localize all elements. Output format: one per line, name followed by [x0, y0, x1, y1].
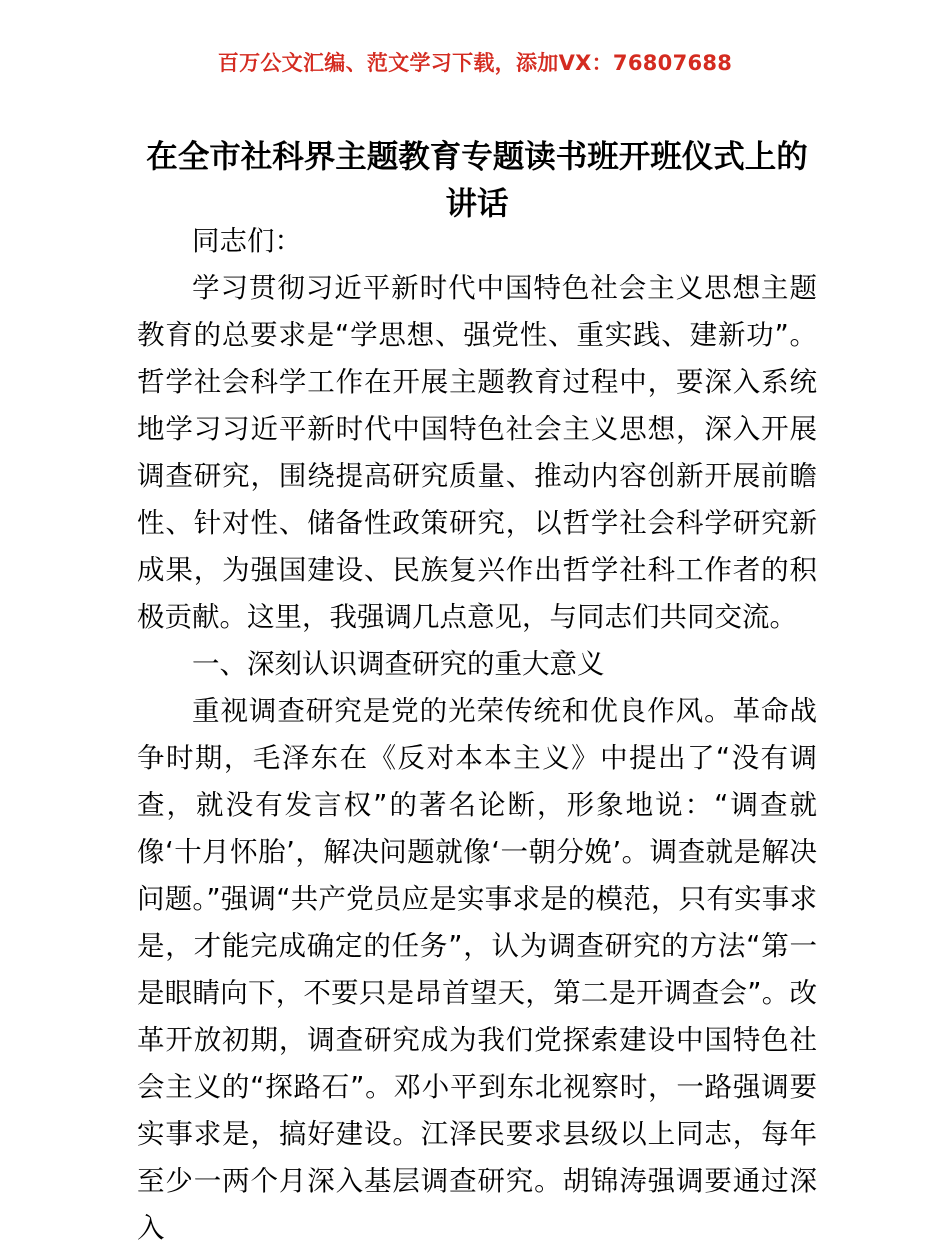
paragraph-intro: 学习贯彻习近平新时代中国特色社会主义思想主题教育的总要求是“学思想、强党性、重实践、建新功”。哲学社会科学工作在开展主题教育过程中，要深入系统地学习习近平新时代中国特色社会主义思想，深入开展调查研究，围绕提高研究质量、推动内容创新开展前瞻性、针对性、储备性政策研究，以哲学社会科学研究新成果，为强国建设、民族复兴作出哲学社科工作者的积极贡献。这里，我强调几点意见，与同志们共同交流。 — [137, 272, 817, 633]
paragraph-salutation: 同志们： — [192, 225, 302, 257]
promo-banner-text: 百万公文汇编、范文学习下载，添加VX：76807688 — [217, 51, 733, 75]
page-title: 在全市社科界主题教育专题读书班开班仪式上的讲话 — [146, 139, 808, 223]
paragraph-section-1-body: 重视调查研究是党的光荣传统和优良作风。革命战争时期，毛泽东在《反对本本主义》中提出了“没有调查，就没有发言权”的著名论断，形象地说：“调查就像‘十月怀胎’，解决问题就像‘一朝分娩’。调查就是解决问题。”强调“共产党员应是实事求是的模范，只有实事求是，才能完成确定的任务”，认为调查研究的方法“第一是眼睛向下，不要只是昂首望天，第二是开调查会”。改革开放初期，调查研究成为我们党探索建设中国特色社会主义的“探路石”。邓小平到东北视察时，一路强调要实事求是，搞好建设。江泽民要求县级以上同志，每年至少一两个月深入基层调查研究。胡锦涛强调要通过深入 — [137, 695, 817, 1244]
document-body — [137, 218, 817, 1252]
section-heading-1: 一、深刻认识调查研究的重大意义 — [192, 648, 605, 680]
